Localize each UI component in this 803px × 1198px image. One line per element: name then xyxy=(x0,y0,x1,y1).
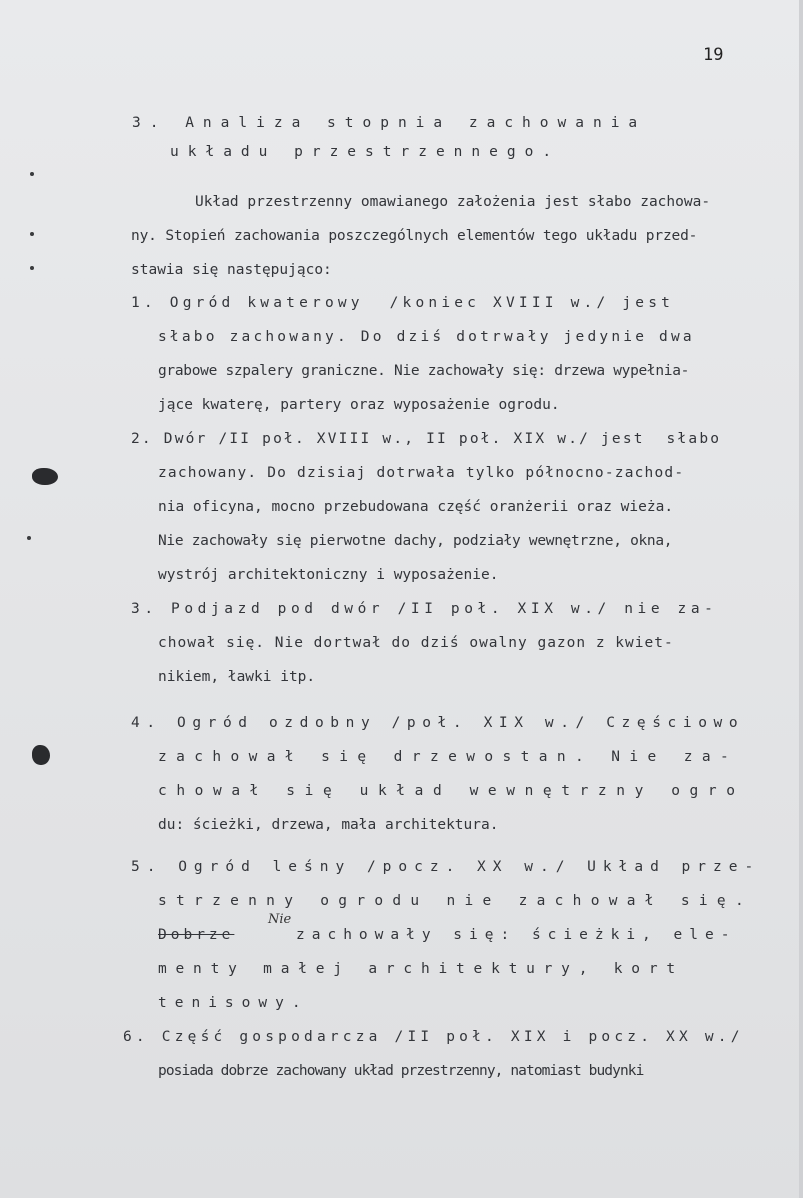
margin-dot xyxy=(30,172,34,176)
intro-line: Układ przestrzenny omawianego założenia jest słabo zachowa- xyxy=(195,194,711,210)
section-heading-line1: 3. Analiza stopnia zachowania xyxy=(132,115,647,131)
item-3-line: chował się. Nie dortwał do dziś owalny gazon z kwiet- xyxy=(158,635,674,651)
item-2-line: zachowany. Do dzisiaj dotrwała tylko północno-zachod- xyxy=(158,465,685,481)
item-6-line: 6. Część gospodarcza /II poł. XIX i pocz. XX w./ xyxy=(123,1029,744,1045)
item-5-line: zachowały się: ścieżki, ele- xyxy=(296,927,737,943)
struck-word: Dobrze xyxy=(158,927,235,943)
page-edge xyxy=(799,0,803,1198)
margin-dot xyxy=(30,232,34,236)
item-5-line: 5. Ogród leśny /pocz. XX w./ Układ prze- xyxy=(131,859,761,875)
item-5-line: menty małej architektury, kort xyxy=(158,961,684,977)
item-1-line: grabowe szpalery graniczne. Nie zachowały się: drzewa wypełnia- xyxy=(158,363,690,379)
punch-hole xyxy=(32,745,50,765)
page-number: 19 xyxy=(703,45,724,65)
item-4-line: zachował się drzewostan. Nie za- xyxy=(158,749,739,765)
item-2-line: Nie zachowały się pierwotne dachy, podziały wewnętrzne, okna, xyxy=(158,533,673,549)
item-1-line: jące kwaterę, partery oraz wyposażenie ogrodu. xyxy=(158,397,560,413)
item-4-line: du: ścieżki, drzewa, mała architektura. xyxy=(158,817,499,833)
item-1-line: 1. Ogród kwaterowy /koniec XVIII w./ jest xyxy=(131,295,675,311)
item-4-line: chował się układ wewnętrzny ogro xyxy=(158,783,745,799)
handwritten-correction: Nie xyxy=(268,912,292,927)
intro-line: stawia się następująco: xyxy=(131,262,332,278)
intro-line: ny. Stopień zachowania poszczególnych elementów tego układu przed- xyxy=(131,228,698,244)
item-5-line: tenisowy. xyxy=(158,995,309,1011)
item-3-line: nikiem, ławki itp. xyxy=(158,669,316,685)
section-heading-line2: układu przestrzennego. xyxy=(170,144,561,160)
item-4-line: 4. Ogród ozdobny /poł. XIX w./ Częściowo xyxy=(131,715,745,731)
item-2-line: 2. Dwór /II poł. XVIII w., II poł. XIX w./ jest słabo xyxy=(131,431,722,447)
item-5-line: strzenny ogrodu nie zachował się. xyxy=(158,893,753,909)
item-6-line: posiada dobrze zachowany układ przestrzenny, natomiast budynki xyxy=(158,1063,644,1079)
item-2-line: wystrój architektoniczny i wyposażenie. xyxy=(158,567,499,583)
margin-dot xyxy=(27,536,31,540)
item-3-line: 3. Podjazd pod dwór /II poł. XIX w./ nie za- xyxy=(131,601,718,617)
item-1-line: słabo zachowany. Do dziś dotrwały jedynie dwa xyxy=(158,329,695,345)
item-2-line: nia oficyna, mocno przebudowana część oranżerii oraz wieża. xyxy=(158,499,674,515)
margin-dot xyxy=(30,266,34,270)
punch-hole xyxy=(32,468,58,485)
